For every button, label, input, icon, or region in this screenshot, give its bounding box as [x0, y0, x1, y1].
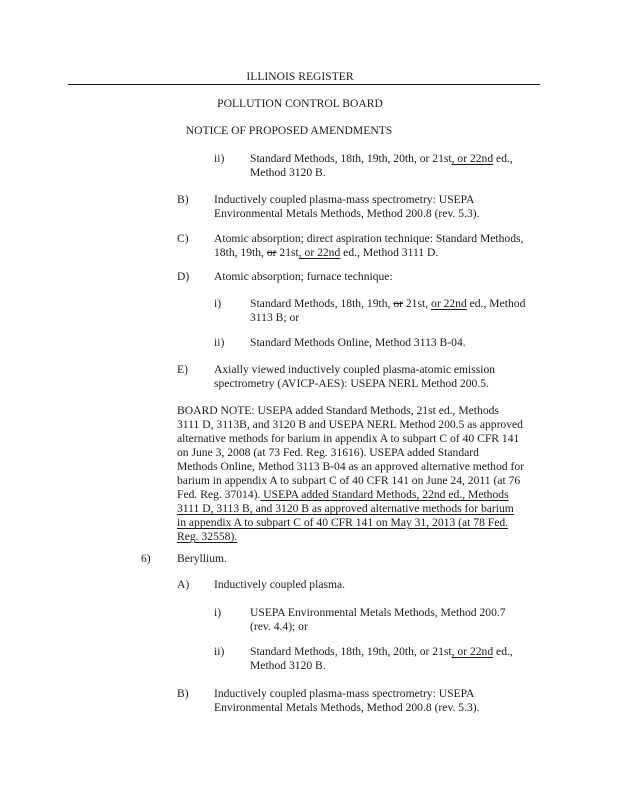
text: Standard Methods, 18th, 19th, 20th, or 21st [250, 152, 452, 165]
text: ed., [493, 152, 513, 165]
inserted-text: , or 22nd [451, 645, 494, 658]
item-5a-ii-line1 [250, 152, 513, 166]
item-5d-text: Atomic absorption; furnace technique: [214, 270, 393, 283]
item-label-6a-ii: ii) [214, 645, 225, 658]
item-6a-ii-line2: Method 3120 B. [250, 659, 326, 672]
board-note-inserted-line: Reg. 32558). [177, 530, 238, 543]
item-5a-ii-line2: Method 3120 B. [250, 166, 326, 179]
text: Standard Methods, 18th, 19th, [250, 297, 394, 310]
item-label-5b: B) [177, 193, 189, 206]
item-label-5a-ii: ii) [214, 152, 225, 165]
item-5e-line2: spectrometry (AVICP-AES): USEPA NERL Method 200.5. [214, 377, 489, 390]
notice-title: NOTICE OF PROPOSED AMENDMENTS [185, 124, 393, 137]
item-5b-line1: Inductively coupled plasma-mass spectrometry: USEPA [214, 193, 475, 206]
item-6b-line1: Inductively coupled plasma-mass spectrometry: USEPA [214, 687, 475, 700]
board-note-line: alternative methods for barium in appendix A to subpart C of 40 CFR 141 [177, 432, 520, 445]
item-label-6: 6) [141, 552, 151, 565]
item-5d-ii-text: Standard Methods Online, Method 3113 B-04. [250, 336, 466, 349]
deleted-text: or [266, 246, 277, 259]
text: Standard Methods, 18th, 19th, 20th, or 21st [250, 645, 452, 658]
item-6a-i-line2: (rev. 4.4); or [250, 620, 308, 633]
item-label-6a-i: i) [214, 606, 222, 619]
text: Fed. Reg. 37014). [177, 488, 261, 501]
inserted-text: USEPA added Standard Methods, 22nd ed., Methods [260, 488, 509, 501]
item-5d-i-line1 [250, 297, 525, 311]
board-note-line: 3111 D, 3113B, and 3120 B and USEPA NERL Method 200.5 as approved [177, 418, 523, 431]
register-title: ILLINOIS REGISTER [246, 70, 354, 83]
board-note-line: BOARD NOTE: USEPA added Standard Methods, 21st ed., Methods [177, 404, 499, 417]
deleted-text: or [393, 297, 403, 310]
item-6b-line2: Environmental Metals Methods, Method 200.8 (rev. 5.3). [214, 701, 480, 714]
item-5c-line2 [214, 246, 438, 260]
item-6a-text: Inductively coupled plasma. [214, 578, 346, 591]
inserted-text: , or 22nd [298, 246, 341, 259]
item-label-5d-ii: ii) [214, 336, 225, 349]
item-6-title: Beryllium. [177, 552, 227, 565]
text: ed., Method [466, 297, 526, 310]
board-note-line: Methods Online, Method 3113 B-04 as an approved alternative method for [177, 460, 524, 473]
header-rule-left [68, 84, 96, 85]
text: ed., Method 3111 D. [340, 246, 439, 259]
board-note-line: barium in appendix A to subpart C of 40 CFR 141 on June 24, 2011 (at 76 [177, 474, 521, 487]
item-label-5e: E) [177, 363, 188, 376]
item-6a-ii-line1 [250, 645, 513, 659]
header-rule-right [96, 84, 540, 85]
item-label-6a: A) [177, 578, 190, 591]
item-label-6b: B) [177, 687, 189, 700]
inserted-text: or 22nd [431, 297, 467, 310]
board-note-line [177, 488, 509, 502]
item-6a-i-line1: USEPA Environmental Metals Methods, Method 200.7 [250, 606, 506, 619]
item-label-5d-i: i) [214, 297, 222, 310]
board-name: POLLUTION CONTROL BOARD [217, 97, 383, 110]
inserted-text: , or 22nd [451, 152, 494, 165]
item-label-5c: C) [177, 232, 189, 245]
board-note-inserted-line: in appendix A to subpart C of 40 CFR 141 on May 31, 2013 (at 78 Fed. [177, 516, 509, 529]
text: 21st [276, 246, 299, 259]
item-label-5d: D) [177, 270, 190, 283]
text: 21st, [402, 297, 432, 310]
text: ed., [493, 645, 513, 658]
item-5c-line1: Atomic absorption; direct aspiration technique: Standard Methods, [214, 232, 524, 245]
board-note-line: on June 3, 2008 (at 73 Fed. Reg. 31616). USEPA added Standard [177, 446, 479, 459]
text: 18th, 19th, [214, 246, 267, 259]
item-5b-line2: Environmental Metals Methods, Method 200.8 (rev. 5.3). [214, 207, 480, 220]
item-5d-i-line2: 3113 B; or [250, 311, 300, 324]
board-note-inserted-line: 3111 D, 3113 B, and 3120 B as approved alternative methods for barium [177, 502, 514, 515]
item-5e-line1: Axially viewed inductively coupled plasma-atomic emission [214, 363, 496, 376]
